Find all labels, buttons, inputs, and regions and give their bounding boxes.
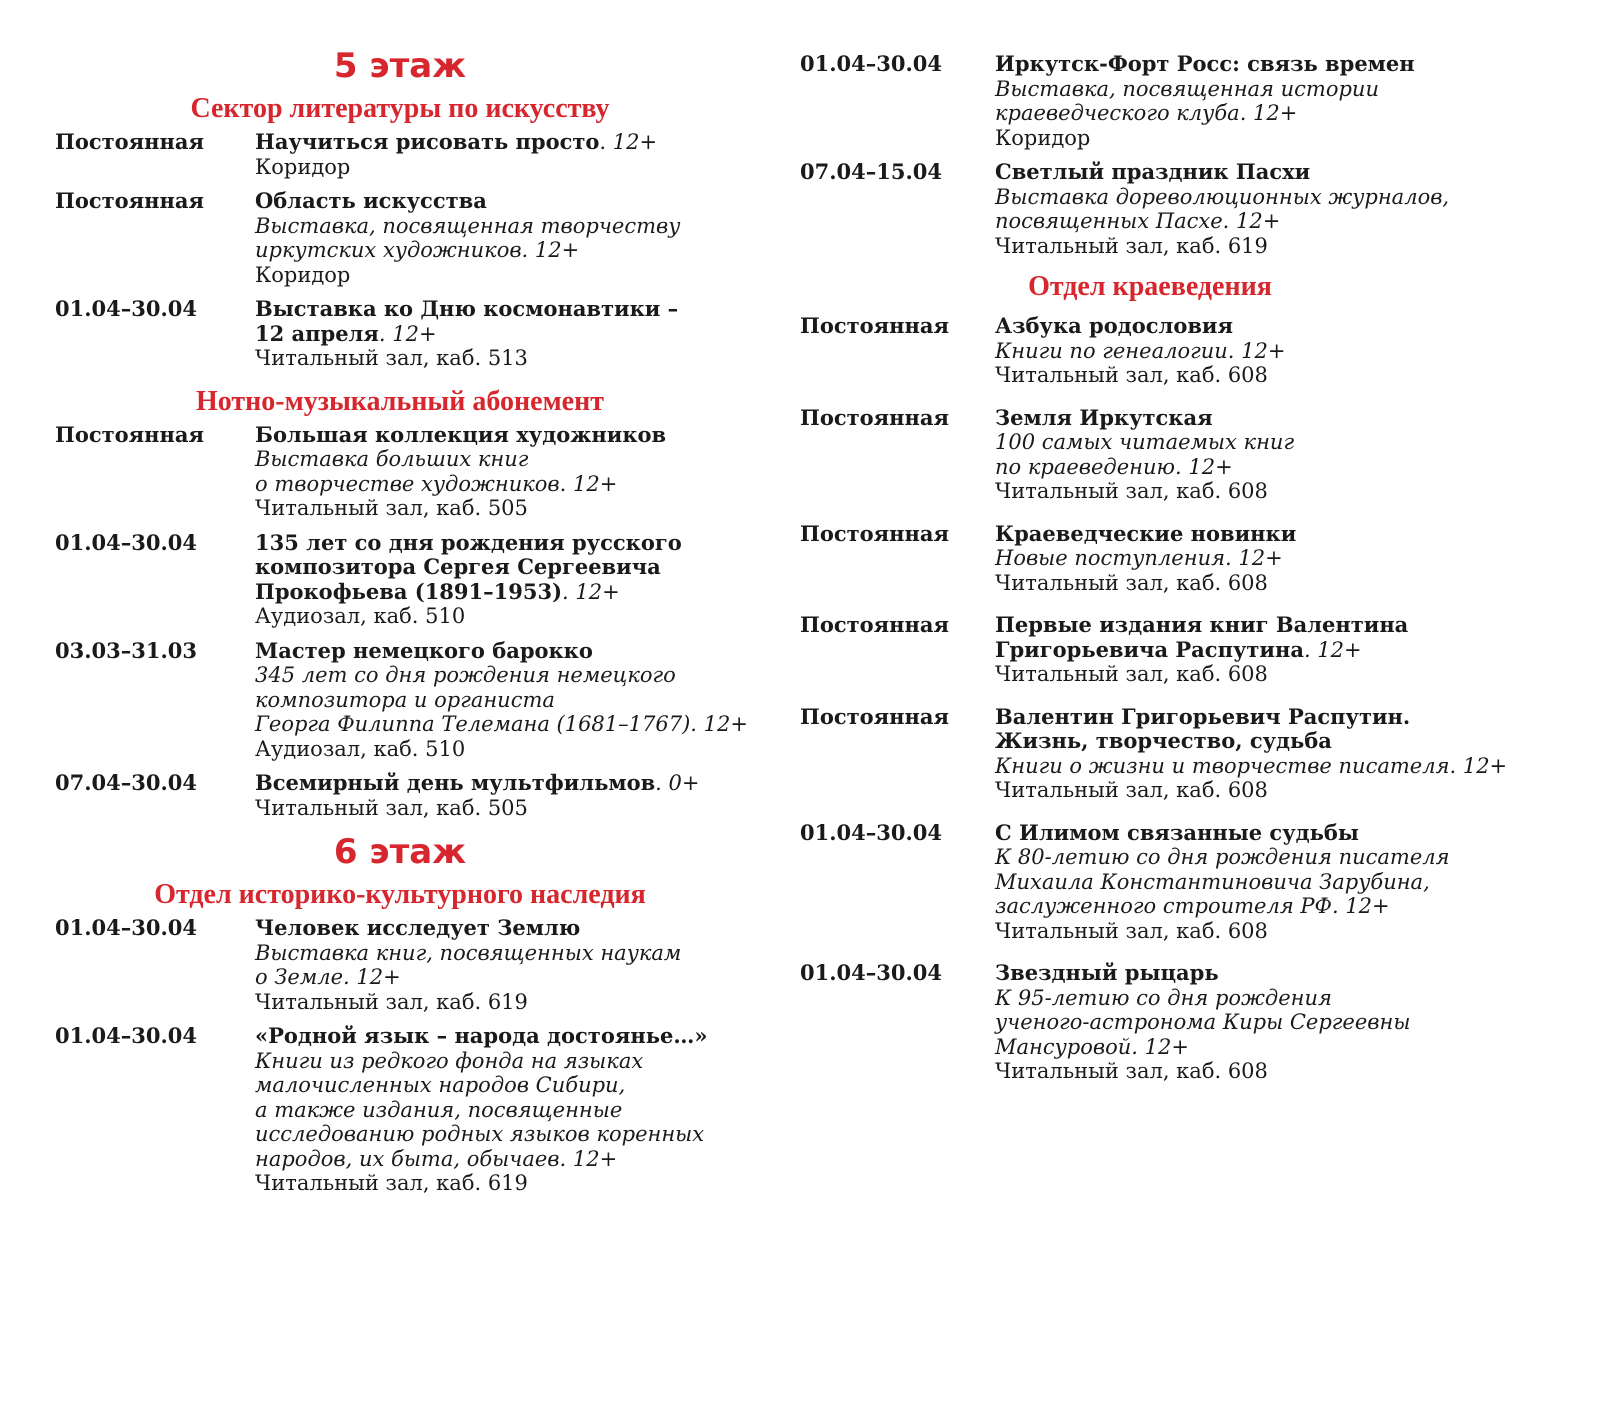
section-local-history-entries: [800, 314, 1580, 1084]
entry-date: Постоянная: [800, 520, 950, 546]
entry-title-line: [995, 314, 1580, 339]
entry-title: Выставка ко Дню космонавтики – 12 апреля: [255, 296, 679, 346]
entry-age-rating: . 12+: [1303, 637, 1362, 662]
entry-date: 01.04–30.04: [800, 819, 943, 845]
entry-description: 345 лет со дня рождения немецкого композитора и органиста Георга Филиппа Телемана (1681–1767). 12+: [255, 663, 748, 736]
entry-title: Иркутск-Форт Росс: связь времен: [995, 51, 1415, 76]
entry-body: [255, 916, 775, 1014]
entry-body: [995, 821, 1580, 944]
list-item: [800, 613, 1580, 687]
entry-location: Читальный зал, каб. 505: [255, 795, 528, 820]
list-item: [55, 639, 775, 762]
entry-title: Краеведческие новинки: [995, 520, 1297, 546]
entry-description: К 95-летию со дня рождения ученого-астронома Киры Сергеевны Мансуровой. 12+: [995, 985, 1411, 1059]
entry-body: [255, 1024, 775, 1196]
entry-description: Выставка дореволюционных журналов, посвященных Пасхе. 12+: [995, 184, 1450, 233]
entry-date: 01.04–30.04: [55, 529, 198, 555]
list-item: [800, 52, 1580, 150]
entry-description: Выставка, посвященная творчеству иркутских художников. 12+: [255, 213, 681, 262]
entry-title: «Родной язык – народа достоянье…»: [255, 1023, 708, 1048]
entry-title-line: [255, 771, 775, 796]
entry-date: 01.04–30.04: [55, 1023, 198, 1048]
entry-title: Человек исследует Землю: [255, 915, 581, 940]
entry-date: Постоянная: [800, 612, 950, 637]
entry-title-line: [255, 423, 775, 448]
list-item: [800, 821, 1580, 944]
entry-title-line: [995, 705, 1580, 754]
section-title-heritage: Отдел историко-культурного наследия: [154, 879, 646, 910]
entry-body: [255, 531, 775, 629]
entry-date: 01.04–30.04: [55, 915, 198, 940]
entry-description: Выставка, посвященная истории краеведческого клуба. 12+: [995, 76, 1379, 125]
list-item: [55, 916, 775, 1014]
list-item: [800, 160, 1580, 258]
list-item: [55, 1024, 775, 1196]
list-item: [55, 531, 775, 629]
entry-body: [255, 130, 775, 179]
entry-body: [255, 639, 775, 762]
list-item: [800, 314, 1580, 388]
entry-location: Аудиозал, каб. 510: [255, 736, 466, 761]
entry-body: [255, 297, 775, 371]
entry-title: Первые издания книг Валентина Григорьевича Распутина: [995, 612, 1409, 662]
entry-location: Читальный зал, каб. 608: [995, 570, 1268, 595]
entry-title-line: [995, 522, 1580, 547]
entry-location: Читальный зал, каб. 608: [995, 363, 1268, 387]
entry-date: Постоянная: [800, 404, 950, 430]
entry-description: 100 самых читаемых книг по краеведению. 12+: [995, 430, 1295, 479]
list-item: [55, 130, 775, 179]
entry-age-rating: . 12+: [562, 579, 620, 604]
entry-date: 01.04–30.04: [55, 296, 198, 321]
entry-date: 01.04–30.04: [800, 51, 943, 76]
entry-title-line: [995, 52, 1580, 77]
entry-date: 07.04–30.04: [55, 770, 198, 795]
entry-title-line: [255, 297, 775, 346]
entry-title: 135 лет со дня рождения русского композитора Сергея Сергеевича Прокофьева (1891–1953): [255, 529, 682, 604]
list-item: [800, 961, 1580, 1084]
entry-title: Всемирный день мультфильмов: [255, 770, 656, 795]
entry-location: Читальный зал, каб. 608: [995, 1059, 1268, 1083]
entry-date: 01.04–30.04: [800, 960, 943, 985]
entry-location: Читальный зал, каб. 505: [255, 496, 528, 520]
section-title-art: Сектор литературы по искусству: [190, 93, 610, 124]
entry-location: Читальный зал, каб. 619: [255, 989, 528, 1014]
entry-title: С Илимом связанные судьбы: [995, 819, 1359, 845]
entry-body: [255, 189, 775, 287]
entry-title-line: [995, 160, 1580, 185]
list-item: [55, 297, 775, 371]
entry-location: Коридор: [255, 262, 351, 287]
entry-date: Постоянная: [55, 188, 205, 213]
entry-body: [995, 613, 1580, 687]
entry-location: Коридор: [995, 125, 1091, 150]
entry-title: Звездный рыцарь: [995, 960, 1219, 985]
entry-age-rating: . 12+: [378, 321, 437, 346]
entry-description: Выставка больших книг о творчестве художников. 12+: [255, 447, 618, 496]
entry-age-rating: . 0+: [655, 771, 700, 795]
section-heritage-entries: [55, 916, 775, 1196]
entry-title: Область искусства: [255, 188, 487, 213]
entry-date: Постоянная: [800, 703, 950, 729]
section-heritage-cont-entries: [800, 52, 1580, 258]
entry-description: Книги о жизни и творчестве писателя. 12+: [995, 753, 1508, 778]
entry-body: [995, 961, 1580, 1084]
entry-date: Постоянная: [800, 313, 950, 338]
entry-description: Книги из редкого фонда на языках малочисленных народов Сибири, а также издания, посвященные исследованию родных языков коренных народов, их быта, обычаев. 12+: [255, 1048, 705, 1171]
entry-description: Выставка книг, посвященных наукам о Земле. 12+: [255, 940, 682, 989]
list-item: [800, 522, 1580, 596]
entry-body: [995, 406, 1580, 504]
entry-body: [995, 522, 1580, 596]
entry-location: Аудиозал, каб. 510: [255, 604, 466, 628]
section-title-local-history: Отдел краеведения: [1028, 271, 1272, 302]
entry-title-line: [255, 1024, 775, 1049]
entry-title-line: [995, 613, 1580, 662]
entry-location: Коридор: [255, 154, 351, 179]
entry-title-line: [995, 821, 1580, 846]
entry-body: [255, 423, 775, 521]
entry-location: Читальный зал, каб. 608: [995, 662, 1268, 686]
entry-body: [995, 314, 1580, 388]
entry-date: 07.04–15.04: [800, 159, 943, 184]
entry-title: Земля Иркутская: [995, 404, 1213, 430]
entry-title: Большая коллекция художников: [255, 421, 667, 447]
list-item: [800, 406, 1580, 504]
entry-title-line: [255, 916, 775, 941]
floor-5-title: 5 этаж: [333, 46, 467, 86]
entry-location: Читальный зал, каб. 619: [995, 233, 1268, 258]
list-item: [800, 705, 1580, 803]
entry-body: [995, 160, 1580, 258]
entry-location: Читальный зал, каб. 608: [995, 778, 1268, 802]
entry-location: Читальный зал, каб. 608: [995, 918, 1268, 943]
entry-title: Азбука родословия: [995, 313, 1234, 338]
entry-title-line: [255, 531, 775, 605]
entry-date: Постоянная: [55, 129, 205, 154]
entry-title-line: [995, 406, 1580, 431]
entry-title: Валентин Григорьевич Распутин. Жизнь, творчество, судьба: [995, 703, 1411, 753]
entry-title-line: [255, 130, 775, 155]
entry-description: Книги по генеалогии. 12+: [995, 338, 1286, 363]
entry-title: Мастер немецкого барокко: [255, 637, 593, 663]
entry-title: Научиться рисовать просто: [255, 129, 600, 154]
floor-6-title: 6 этаж: [333, 832, 467, 872]
entry-body: [255, 771, 775, 820]
entry-description: Новые поступления. 12+: [995, 546, 1283, 570]
entry-age-rating: . 12+: [599, 130, 658, 154]
entry-body: [995, 705, 1580, 803]
entry-title-line: [255, 639, 775, 664]
right-column: [800, 52, 1580, 1102]
left-column: [55, 44, 775, 1206]
entry-title-line: [255, 189, 775, 214]
section-music-entries: [55, 423, 775, 821]
entry-title: Светлый праздник Пасхи: [995, 159, 1311, 184]
section-art-entries: [55, 130, 775, 371]
entry-date: 03.03–31.03: [55, 637, 198, 663]
entry-title-line: [995, 961, 1580, 986]
entry-description: К 80-летию со дня рождения писателя Михаила Константиновича Зарубина, заслуженного строителя РФ. 12+: [995, 845, 1450, 918]
list-item: [55, 423, 775, 521]
section-title-music: Нотно-музыкальный абонемент: [196, 385, 604, 417]
entry-location: Читальный зал, каб. 608: [995, 479, 1268, 503]
list-item: [55, 189, 775, 287]
entry-body: [995, 52, 1580, 150]
entry-date: Постоянная: [55, 421, 205, 447]
entry-location: Читальный зал, каб. 513: [255, 346, 528, 370]
entry-location: Читальный зал, каб. 619: [255, 1171, 528, 1195]
list-item: [55, 771, 775, 820]
